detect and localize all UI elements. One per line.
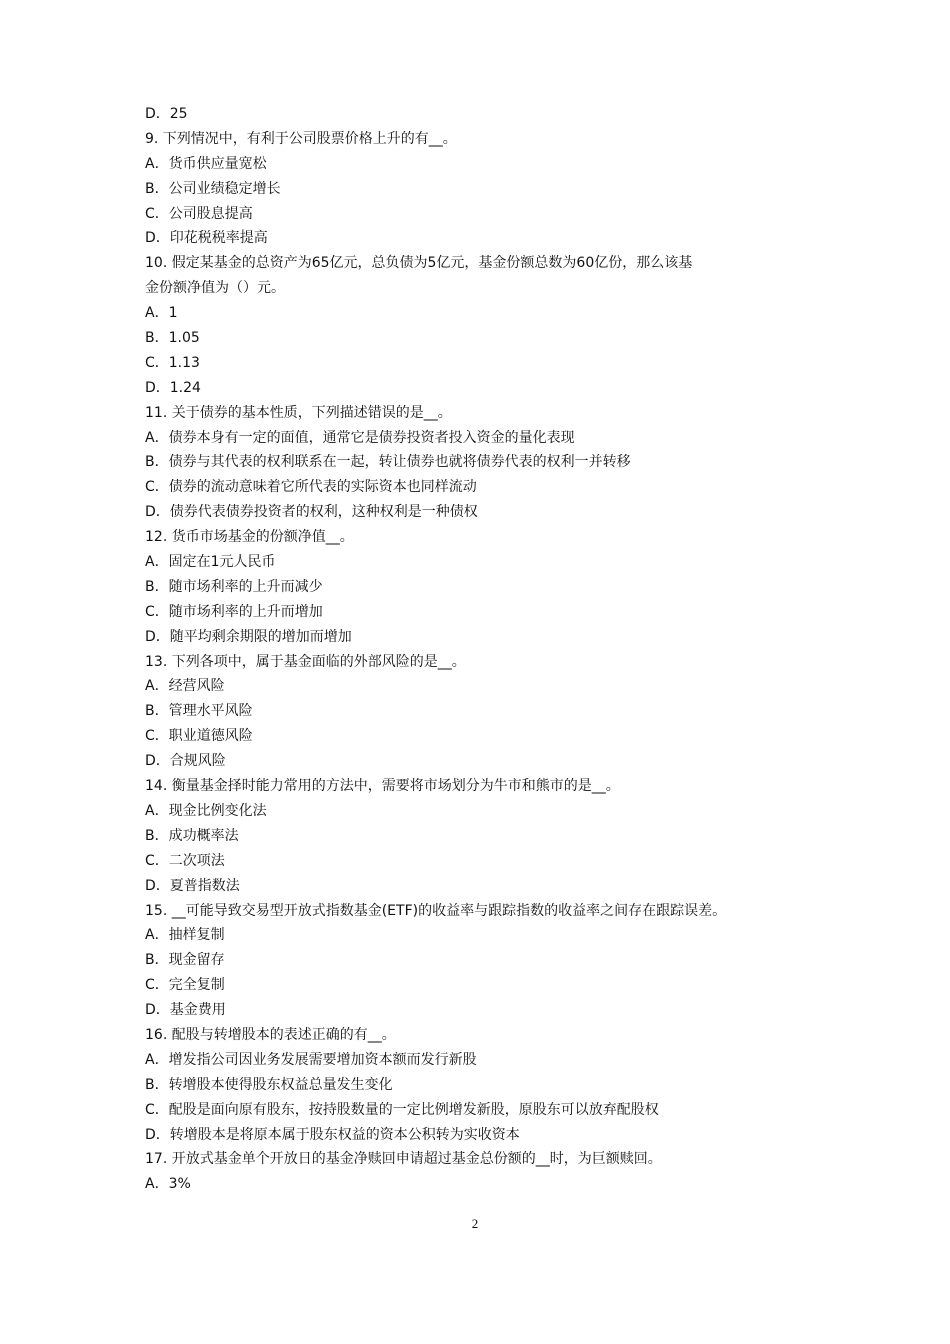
text-line: 11. 关于债券的基本性质，下列描述错误的是__。 [145,404,452,421]
text-line: A．现金比例变化法 [145,802,267,819]
text-line: B．随市场利率的上升而减少 [145,578,323,595]
text-line: 15. __可能导致交易型开放式指数基金(ETF)的收益率与跟踪指数的收益率之间存在跟踪误差。 [145,902,727,919]
text-line: D．债券代表债券投资者的权利，这种权利是一种债权 [145,504,478,521]
text-line: B．公司业绩稳定增长 [145,180,281,197]
text-line: B．管理水平风险 [145,703,253,720]
text-line: C．完全复制 [145,977,225,994]
text-line: 金份额净值为（）元。 [145,280,285,297]
text-line: B．1.05 [145,330,200,347]
text-line: 16. 配股与转增股本的表述正确的有__。 [145,1026,396,1043]
text-line: D．25 [145,106,188,122]
text-line: C．公司股息提高 [145,205,253,222]
text-line: 13. 下列各项中，属于基金面临的外部风险的是__。 [145,653,466,670]
text-line: D．合规风险 [145,753,226,770]
text-line: 10. 假定某基金的总资产为65亿元，总负债为5亿元，基金份额总数为60亿份，那么该基 [145,255,693,272]
text-line: D．基金费用 [145,1002,226,1019]
text-line: D．转增股本是将原本属于股东权益的资本公积转为实收资本 [145,1126,520,1143]
text-line: B．成功概率法 [145,827,239,844]
text-line: A．增发指公司因业务发展需要增加资本额而发行新股 [145,1051,477,1068]
document-body [145,102,825,1197]
text-line: A．3% [145,1176,191,1193]
text-line: 12. 货币市场基金的份额净值__。 [145,529,354,546]
text-line: B．转增股本使得股东权益总量发生变化 [145,1076,393,1093]
text-line: D．夏普指数法 [145,877,240,894]
text-line: B．债券与其代表的权利联系在一起，转让债券也就将债券代表的权利一并转移 [145,454,631,471]
text-line: A．债券本身有一定的面值，通常它是债券投资者投入资金的量化表现 [145,429,575,446]
text-line: C．配股是面向原有股东，按持股数量的一定比例增发新股，原股东可以放弃配股权 [145,1101,659,1118]
text-line: A．固定在1元人民币 [145,554,276,571]
text-line: C．随市场利率的上升而增加 [145,603,323,620]
text-line: A．抽样复制 [145,927,225,944]
text-line: 9. 下列情况中，有利于公司股票价格上升的有__。 [145,130,457,147]
text-line: A．1 [145,305,178,322]
text-line: B．现金留存 [145,952,225,969]
text-line: 14. 衡量基金择时能力常用的方法中，需要将市场划分为牛市和熊市的是__。 [145,778,620,795]
text-line: D．随平均剩余期限的增加而增加 [145,628,352,645]
text-line: D．印花税税率提高 [145,230,268,247]
text-line: A．经营风险 [145,678,225,695]
text-line: D．1.24 [145,379,201,396]
text-line: A．货币供应量宽松 [145,155,267,172]
page-number: 2 [471,1216,479,1231]
text-line: C．职业道德风险 [145,728,253,745]
text-line: C．1.13 [145,354,200,371]
text-line: C．二次项法 [145,852,225,869]
text-line: 17. 开放式基金单个开放日的基金净赎回申请超过基金总份额的__时，为巨额赎回。 [145,1151,662,1168]
text-line: C．债券的流动意味着它所代表的实际资本也同样流动 [145,479,477,496]
